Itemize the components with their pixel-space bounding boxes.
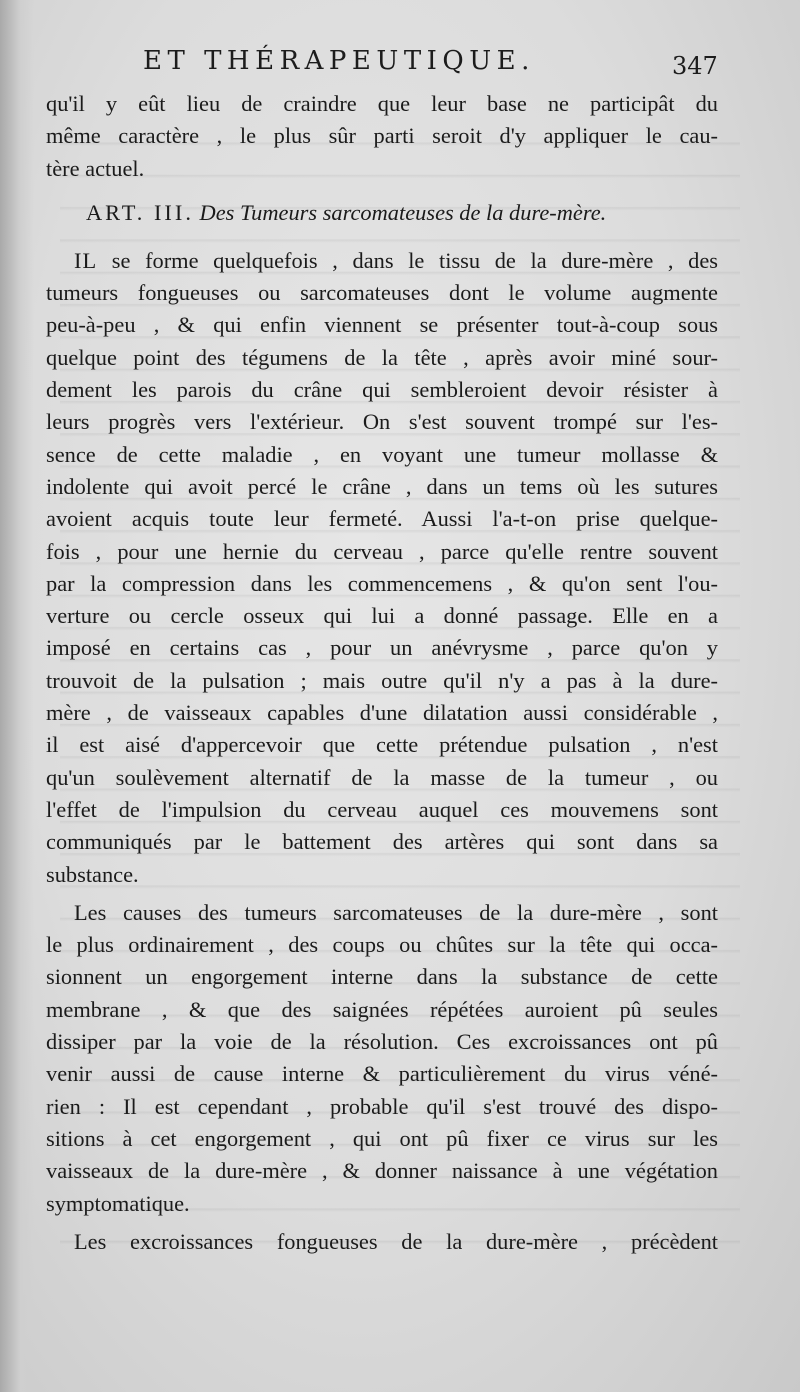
article-title: Des Tumeurs sarcomateuses de la dure-mère. — [199, 199, 607, 225]
page-number: 347 — [672, 52, 718, 80]
text-line: imposé en certains cas , pour un anévrysme , parce qu'on y — [46, 635, 718, 661]
text-line: quelque point des tégumens de la tête , après avoir miné sour- — [46, 344, 718, 370]
page-gutter-shadow — [0, 0, 34, 1392]
paragraph-2 — [46, 897, 718, 1220]
text-line: rien : Il est cependant , probable qu'il s'est trouvé des dispo- — [46, 1093, 718, 1119]
text-line: leurs progrès vers l'extérieur. On s'est souvent trompé sur l'es- — [46, 409, 718, 435]
text-line: Les causes des tumeurs sarcomateuses de la dure-mère , sont — [74, 899, 718, 925]
text-line: Les excroissances fongueuses de la dure-mère , précèdent — [74, 1228, 718, 1254]
text-line: sence de cette maladie , en voyant une tumeur mollasse & — [46, 441, 718, 467]
text-line: dement les parois du crâne qui sembleroient devoir résister à — [46, 377, 718, 403]
lead-letters: IL — [74, 247, 98, 273]
text-line: peu-à-peu , & qui enfin viennent se présenter tout-à-coup sous — [46, 312, 718, 338]
text-line: qu'il y eût lieu de craindre que leur base ne participât du — [46, 91, 718, 116]
text-line: venir aussi de cause interne & particulièrement du virus véné- — [46, 1061, 718, 1087]
text-line: indolente qui avoit percé le crâne , dans un tems où les sutures — [46, 473, 718, 499]
text-line: membrane , & que des saignées répétées auroient pû seules — [46, 996, 718, 1022]
page-header — [0, 42, 800, 86]
article-heading — [46, 193, 718, 233]
lead-line-rest: se forme quelquefois , dans le tissu de la dure-mère , des — [97, 247, 718, 273]
text-line: par la compression dans les commencemens , & qu'on sent l'ou- — [46, 570, 718, 596]
text-line: mère , de vaisseaux capables d'une dilatation aussi considérable , — [46, 700, 718, 726]
text-line: même caractère , le plus sûr parti seroit d'y appliquer le cau- — [46, 123, 718, 149]
running-head: ET THÉRAPEUTIQUE. — [143, 46, 535, 76]
text-line: tère actuel. — [46, 155, 145, 181]
text-line: sitions à cet engorgement , qui ont pû fixer ce virus sur les — [46, 1125, 718, 1151]
text-line: trouvoit de la pulsation ; mais outre qu'il n'y a pas à la dure- — [46, 667, 718, 693]
page-body — [46, 88, 718, 1258]
text-line: qu'un soulèvement alternatif de la masse de la tumeur , ou — [46, 764, 718, 790]
text-line: symptomatique. — [46, 1190, 190, 1216]
intro-paragraph — [46, 88, 718, 185]
text-line: tumeurs fongueuses ou sarcomateuses dont le volume augmente — [46, 280, 718, 306]
paragraph-3 — [46, 1226, 718, 1258]
text-line: vaisseaux de la dure-mère , & donner naissance à une végétation — [46, 1158, 718, 1184]
text-line: verture ou cercle osseux qui lui a donné passage. Elle en a — [46, 603, 718, 629]
paragraph-1 — [46, 245, 718, 891]
text-line: le plus ordinairement , des coups ou chûtes sur la tête qui occa- — [46, 932, 718, 958]
text-line: avoient acquis toute leur fermeté. Aussi l'a-t-on prise quelque- — [46, 506, 718, 532]
text-line: dissiper par la voie de la résolution. Ces excroissances ont pû — [46, 1029, 718, 1055]
text-line: fois , pour une hernie du cerveau , parce qu'elle rentre souvent — [46, 538, 718, 564]
text-line — [46, 245, 718, 277]
text-line: sionnent un engorgement interne dans la substance de cette — [46, 964, 718, 990]
text-line: communiqués par le battement des artères qui sont dans sa — [46, 829, 718, 855]
text-line: il est aisé d'appercevoir que cette prétendue pulsation , n'est — [46, 732, 718, 758]
text-line: substance. — [46, 861, 139, 887]
text-line: l'effet de l'impulsion du cerveau auquel ces mouvemens sont — [46, 796, 718, 822]
article-label: ART. III. — [86, 199, 194, 225]
